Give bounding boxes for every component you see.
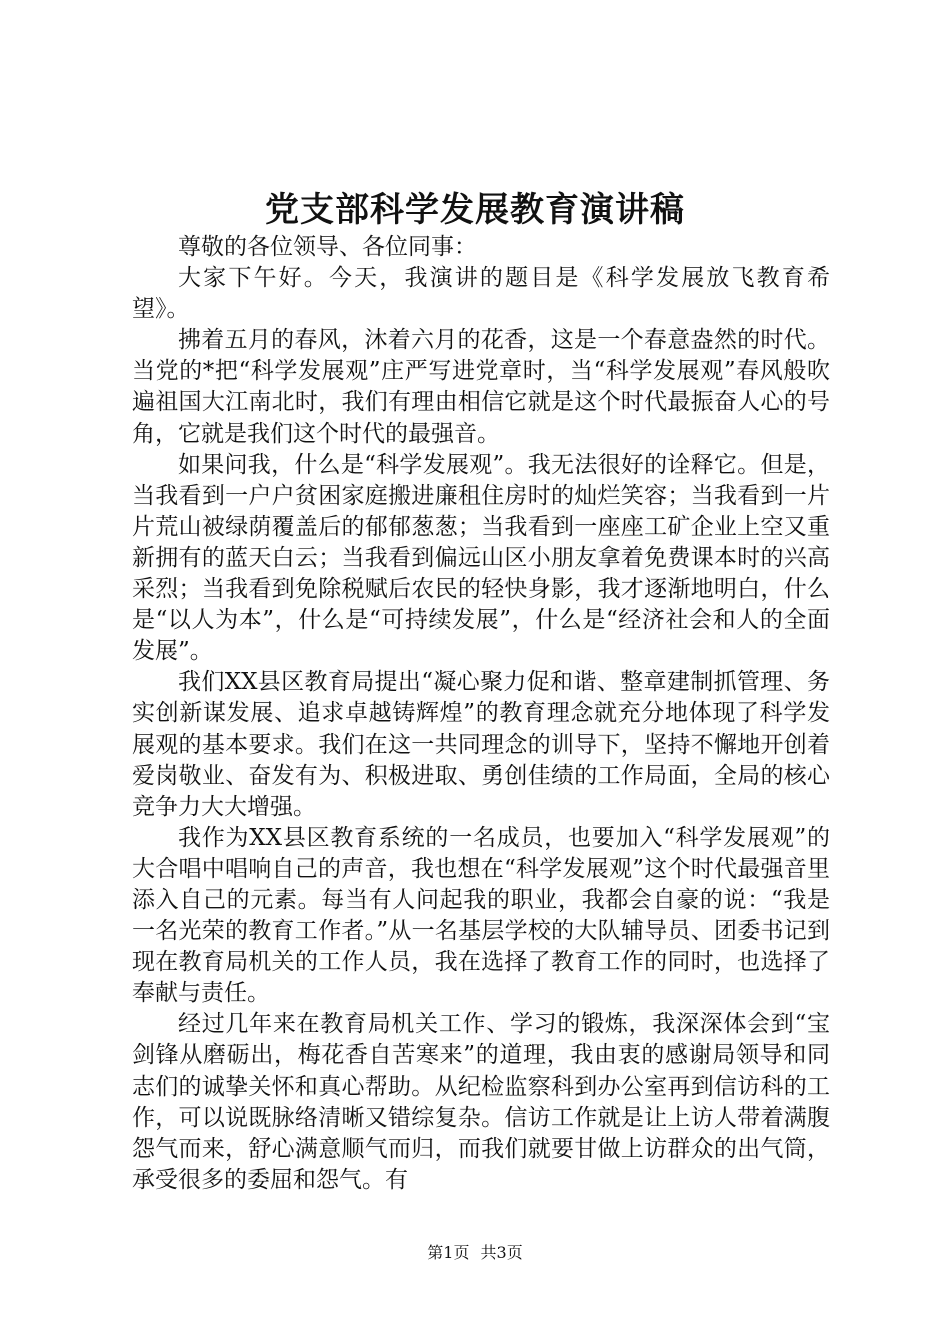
page-total: 共3页 (480, 1243, 523, 1262)
paragraph: 拂着五月的春风，沐着六月的花香，这是一个春意盎然的时代。当党的*把“科学发展观”庄严写进党章时，当“科学发展观”春风般吹遍祖国大江南北时，我们有理由相信它就是这个时代最振奋人心的号角，它就是我们这个时代的最强音。 (132, 327, 830, 447)
paragraph-salutation: 尊敬的各位领导、各位同事： (178, 234, 477, 260)
document-title: 党支部科学发展教育演讲稿 (265, 190, 685, 230)
paragraph: 大家下午好。今天，我演讲的题目是《科学发展放飞教育希望》。 (132, 265, 830, 323)
paragraph: 我作为XX县区教育系统的一名成员，也要加入“科学发展观”的大合唱中唱响自己的声音，我也想在“科学发展观”这个时代最强音里添入自己的元素。每当有人问起我的职业，我都会自豪的说：“我是一名光荣的教育工作者。”从一名基层学校的大队辅导员、团委书记到现在教育局机关的工作人员，我在选择了教育工作的同时，也选择了奉献与责任。 (132, 824, 830, 1007)
document-body (132, 232, 830, 1196)
page-footer (0, 1242, 950, 1264)
paragraph: 我们XX县区教育局提出“凝心聚力促和谐、整章建制抓管理、务实创新谋发展、追求卓越铸辉煌”的教育理念就充分地体现了科学发展观的基本要求。我们在这一共同理念的训导下，坚持不懈地开创着爱岗敬业、奋发有为、积极进取、勇创佳绩的工作局面，全局的核心竞争力大大增强。 (132, 669, 830, 820)
page-number: 第1页 (427, 1243, 470, 1262)
paragraph: 经过几年来在教育局机关工作、学习的锻炼，我深深体会到“宝剑锋从磨砺出，梅花香自苦寒来”的道理，我由衷的感谢局领导和同志们的诚挚关怀和真心帮助。从纪检监察科到办公室再到信访科的工作，可以说既脉络清晰又错综复杂。信访工作就是让上访人带着满腹怨气而来，舒心满意顺气而归，而我们就要甘做上访群众的出气筒，承受很多的委屈和怨气。有 (132, 1011, 830, 1193)
paragraph: 如果问我，什么是“科学发展观”。我无法很好的诠释它。但是，当我看到一户户贫困家庭搬进廉租住房时的灿烂笑容；当我看到一片片荒山被绿荫覆盖后的郁郁葱葱；当我看到一座座工矿企业上空又重新拥有的蓝天白云；当我看到偏远山区小朋友拿着免费课本时的兴高采烈；当我看到免除税赋后农民的轻快身影，我才逐渐地明白，什么是“以人为本”，什么是“可持续发展”，什么是“经济社会和人的全面发展”。 (132, 451, 830, 665)
